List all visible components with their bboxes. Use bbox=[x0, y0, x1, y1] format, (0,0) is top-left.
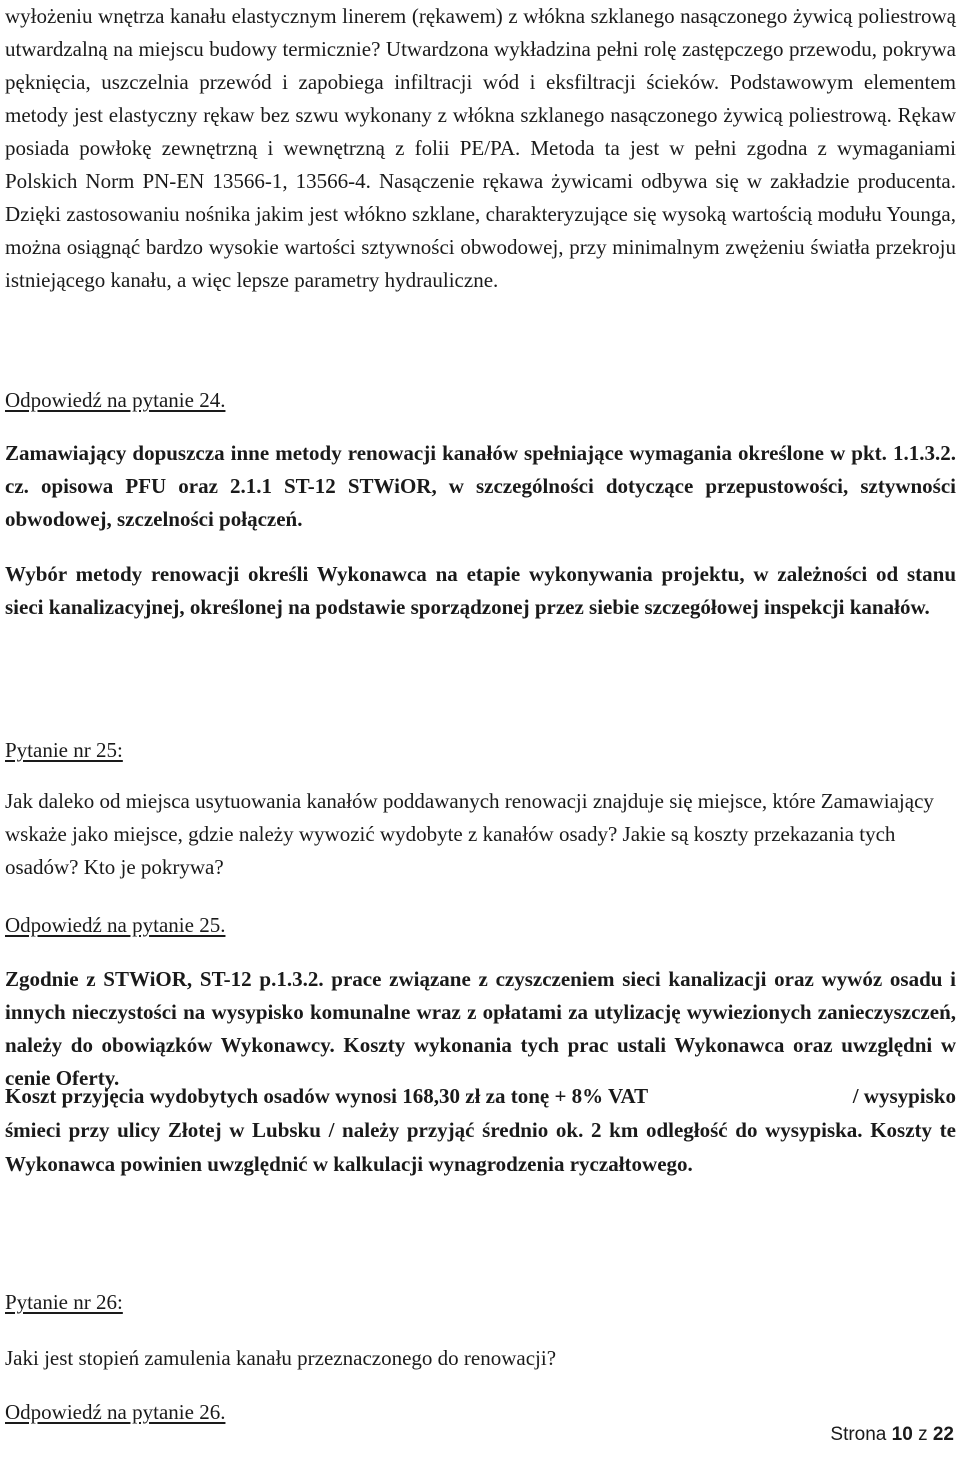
answer-26-heading: Odpowiedź na pytanie 26. bbox=[5, 1400, 226, 1424]
question-25-heading: Pytanie nr 25: bbox=[5, 738, 123, 762]
answer-25-paragraph-2 bbox=[5, 1079, 956, 1181]
question-26-heading: Pytanie nr 26: bbox=[5, 1290, 123, 1314]
answer-25-cost-continuation: śmieci przy ulicy Złotej w Lubsku / należy przyjąć średnio ok. 2 km odległość do wysypiska. Koszty te Wykonawca powinien uwzględnić w kalkulacji wynagrodzenia ryczałtowego. bbox=[5, 1118, 956, 1176]
answer-24-paragraph-1: Zamawiający dopuszcza inne metody renowacji kanałów spełniające wymagania określone w pkt. 1.1.3.2. cz. opisowa PFU oraz 2.1.1 ST-12 STWiOR, w szczególności dotyczące przepustowości, sztywności obwodowej, szczelności połączeń. bbox=[5, 441, 956, 531]
intro-paragraph: wyłożeniu wnętrza kanału elastycznym linerem (rękawem) z włókna szklanego nasączonego żywicą poliestrową utwardzalną na miejscu budowy termicznie? Utwardzona wykładzina pełni rolę zastępczego przewodu, pokrywa pęknięcia, uszczelnia przewód i zapobiega infiltracji wód i eksfiltracji ścieków. Podstawowym elementem metody jest elastyczny rękaw bez szwu wykonany z włókna szklanego nasączonego żywicą poliestrową. Rękaw posiada powłokę zewnętrzną i wewnętrzną z folii PE/PA. Metoda ta jest w pełni zgodna z wymaganiami Polskich Norm PN-EN 13566-1, 13566-4. Nasączenie rękawa żywicami odbywa się w zakładzie producenta. Dzięki zastosowaniu nośnika jakim jest włókno szklane, charakteryzujące się wysoką wartością modułu Younga, można osiągnąć bardzo wysokie wartości sztywności obwodowej, przy minimalnym zwężeniu światła przekroju istniejącego kanału, a więc lepsze parametry hydrauliczne. bbox=[5, 4, 956, 292]
question-25-text: Jak daleko od miejsca usytuowania kanałów poddawanych renowacji znajduje się miejsce, które Zamawiający wskaże jako miejsce, gdzie należy wywozić wydobyte z kanałów osady? Jakie są koszty przekazania tych osadów? Kto je pokrywa? bbox=[5, 789, 934, 879]
answer-24-paragraph-2: Wybór metody renowacji określi Wykonawca na etapie wykonywania projektu, w zależności od stanu sieci kanalizacyjnej, określonej na podstawie sporządzonej przez siebie szczegółowej inspekcji kanałów. bbox=[5, 562, 956, 619]
answer-25-paragraph-1: Zgodnie z STWiOR, ST-12 p.1.3.2. prace związane z czyszczeniem sieci kanalizacji oraz wywóz osadu i innych nieczystości na wysypisko komunalne wraz z opłatami za utylizację wywiezionych zanieczyszczeń, należy do obowiązków Wykonawcy. Koszty wykonania tych prac ustali Wykonawca oraz uwzględni w cenie Oferty. bbox=[5, 967, 956, 1090]
question-26-text: Jaki jest stopień zamulenia kanału przeznaczonego do renowacji? bbox=[5, 1346, 557, 1370]
page-number-footer bbox=[830, 1424, 954, 1446]
answer-25-heading: Odpowiedź na pytanie 25. bbox=[5, 913, 226, 937]
total-pages-number: 22 bbox=[932, 1424, 954, 1445]
page-separator: z bbox=[918, 1424, 928, 1445]
current-page-number: 10 bbox=[891, 1424, 913, 1445]
answer-25-cost-landfill: / wysypisko bbox=[852, 1084, 956, 1108]
answer-25-cost-line bbox=[5, 1079, 956, 1113]
answer-25-cost-text: Koszt przyjęcia wydobytych osadów wynosi 168,30 zł za tonę + 8% VAT bbox=[5, 1084, 649, 1108]
page-label: Strona bbox=[830, 1424, 887, 1445]
answer-24-heading: Odpowiedź na pytanie 24. bbox=[5, 388, 226, 412]
